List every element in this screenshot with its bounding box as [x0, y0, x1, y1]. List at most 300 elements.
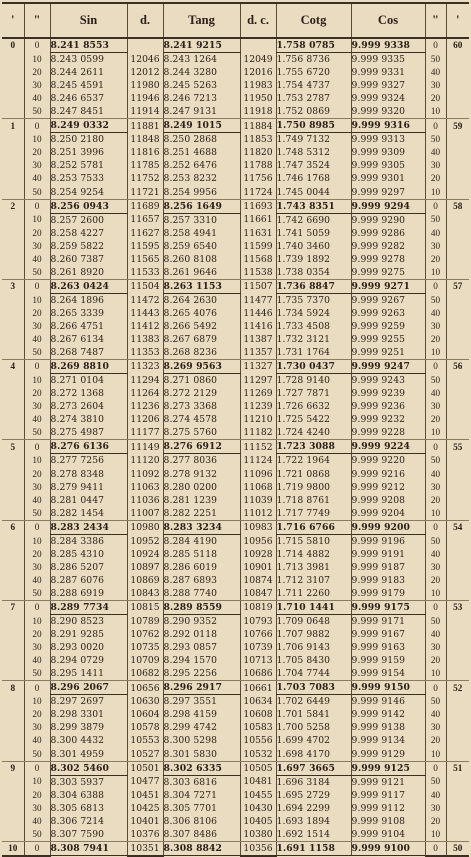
sin-diff-cell: 10425 [127, 802, 163, 815]
sin-cell: 8.286 5207 [50, 561, 127, 574]
cotg-cell: 1.706 9143 [276, 641, 351, 654]
second-cell: 10 [24, 53, 50, 67]
tang-cell: 8.260 8108 [163, 253, 240, 266]
log-trig-table [2, 2, 469, 857]
second-cell: 20 [24, 227, 50, 240]
sin-cell: 8.298 3301 [50, 708, 127, 721]
second-cell: 0 [24, 199, 50, 213]
common-diff-cell: 10532 [240, 747, 276, 761]
second-cell: 50 [24, 507, 50, 521]
cos-cell: 9.999 9200 [351, 520, 425, 534]
second-right-cell: 30 [425, 561, 446, 574]
cotg-cell: 1.736 8847 [276, 279, 351, 293]
second-right-cell: 30 [425, 721, 446, 734]
minute-cell [2, 828, 24, 842]
tang-cell: 8.259 6540 [163, 240, 240, 253]
tang-cell: 8.269 9563 [163, 360, 240, 374]
table-row [2, 266, 469, 280]
cos-cell: 9.999 9271 [351, 279, 425, 293]
minute-right-cell [446, 695, 469, 709]
minute-right-cell [446, 468, 469, 481]
minute-cell [2, 374, 24, 388]
tang-cell: 8.257 3310 [163, 213, 240, 227]
second-right-cell: 30 [425, 802, 446, 815]
cotg-cell: 1.696 3184 [276, 775, 351, 789]
minute-cell: 10 [2, 841, 24, 856]
cotg-cell: 1.700 5258 [276, 721, 351, 734]
second-right-cell: 40 [425, 307, 446, 320]
sin-diff-cell: 11946 [127, 92, 163, 105]
second-right-cell: 40 [425, 548, 446, 561]
minute-cell: 8 [10, 682, 16, 693]
sin-cell: 8.289 7734 [50, 600, 127, 614]
tang-cell: 8.264 2630 [163, 293, 240, 307]
sin-diff-cell: 11063 [127, 481, 163, 494]
cos-cell: 9.999 9204 [351, 507, 425, 521]
minute-cell [2, 789, 24, 802]
second-cell: 50 [24, 667, 50, 681]
common-diff-cell: 11357 [240, 346, 276, 360]
second-right-cell: 0 [425, 360, 446, 374]
minute-right-cell [446, 734, 469, 747]
common-diff-cell: 11387 [240, 333, 276, 346]
cotg-cell: 1.715 5810 [276, 534, 351, 548]
minute-cell [2, 695, 24, 709]
second-right-cell: 10 [425, 186, 446, 200]
cos-cell: 9.999 9320 [351, 105, 425, 119]
minute-cell [2, 186, 24, 200]
header-cotg: Cotg [276, 3, 351, 38]
cotg-cell: 1.707 9882 [276, 628, 351, 641]
tang-cell: 8.273 3368 [163, 400, 240, 413]
second-cell: 50 [24, 587, 50, 601]
table-row [2, 548, 469, 561]
second-cell: 40 [24, 333, 50, 346]
table-row [2, 146, 469, 159]
sin-cell: 8.282 1454 [50, 507, 127, 521]
minute-cell: 9 [10, 762, 16, 773]
second-right-cell: 10 [425, 828, 446, 842]
sin-diff-cell: 11294 [127, 374, 163, 388]
sin-diff-cell: 11264 [127, 387, 163, 400]
minute-right-cell [446, 79, 469, 92]
sin-diff-cell: 10682 [127, 667, 163, 681]
cos-cell: 9.999 9191 [351, 548, 425, 561]
cos-cell: 9.999 9263 [351, 307, 425, 320]
sin-diff-cell: 10630 [127, 695, 163, 709]
second-right-cell: 10 [425, 426, 446, 440]
second-cell: 0 [24, 841, 50, 856]
header-seconds-right: " [425, 3, 446, 38]
minute-right-cell [446, 708, 469, 721]
cotg-cell: 1.728 9140 [276, 374, 351, 388]
common-diff-cell: 11124 [240, 454, 276, 468]
common-diff-cell: 11039 [240, 494, 276, 507]
cotg-cell: 1.701 5841 [276, 708, 351, 721]
cos-cell: 9.999 9243 [351, 374, 425, 388]
second-cell: 40 [24, 253, 50, 266]
table-row [2, 789, 469, 802]
second-cell: 30 [24, 320, 50, 333]
second-cell: 20 [24, 468, 50, 481]
tang-cell: 8.276 6912 [163, 440, 240, 454]
cotg-cell: 1.693 1894 [276, 815, 351, 828]
header-tang: Tang [163, 3, 240, 38]
sin-diff-cell: 11914 [127, 105, 163, 119]
minute-cell [2, 105, 24, 119]
tang-cell: 8.268 8236 [163, 346, 240, 360]
tang-cell: 8.261 9646 [163, 266, 240, 280]
second-cell: 40 [24, 574, 50, 587]
table-row [2, 520, 469, 534]
sin-cell: 8.307 7590 [50, 828, 127, 842]
tang-cell: 8.303 6816 [163, 775, 240, 789]
cos-cell: 9.999 9236 [351, 400, 425, 413]
cotg-cell: 1.740 3460 [276, 240, 351, 253]
common-diff-cell: 11152 [240, 440, 276, 454]
cotg-cell: 1.741 5059 [276, 227, 351, 240]
tang-cell: 8.263 1153 [163, 279, 240, 293]
table-row [2, 92, 469, 105]
second-right-cell: 10 [425, 747, 446, 761]
common-diff-cell: 11012 [240, 507, 276, 521]
minute-right-cell [446, 105, 469, 119]
minute-right-cell [446, 213, 469, 227]
common-diff-cell: 10380 [240, 828, 276, 842]
minute-cell [2, 615, 24, 629]
sin-diff-cell: 10815 [127, 600, 163, 614]
second-right-cell: 40 [425, 227, 446, 240]
minute-right-cell [446, 333, 469, 346]
common-diff-cell: 10713 [240, 654, 276, 667]
table-row [2, 734, 469, 747]
common-diff-cell [240, 38, 276, 53]
cotg-cell: 1.717 7749 [276, 507, 351, 521]
cos-cell: 9.999 9220 [351, 454, 425, 468]
sin-diff-cell: 11007 [127, 507, 163, 521]
sin-diff-cell: 11353 [127, 346, 163, 360]
minute-right-cell [446, 387, 469, 400]
common-diff-cell: 10983 [240, 520, 276, 534]
second-right-cell: 20 [425, 494, 446, 507]
common-diff-cell: 11416 [240, 320, 276, 333]
sin-cell: 8.268 7487 [50, 346, 127, 360]
minute-right-cell [446, 828, 469, 842]
sin-cell: 8.266 4751 [50, 320, 127, 333]
minute-cell: 6 [10, 521, 16, 532]
cotg-cell: 1.719 9800 [276, 481, 351, 494]
second-cell: 0 [24, 360, 50, 374]
common-diff-cell: 11538 [240, 266, 276, 280]
tang-cell: 8.301 5830 [163, 747, 240, 761]
second-cell: 40 [24, 815, 50, 828]
cos-cell: 9.999 9275 [351, 266, 425, 280]
cos-cell: 9.999 9167 [351, 628, 425, 641]
sin-cell: 8.251 3996 [50, 146, 127, 159]
cos-cell: 9.999 9282 [351, 240, 425, 253]
sin-cell: 8.264 1896 [50, 293, 127, 307]
tang-cell: 8.292 0118 [163, 628, 240, 641]
minute-right-cell [446, 789, 469, 802]
table-row [2, 628, 469, 641]
common-diff-cell: 10608 [240, 708, 276, 721]
tang-cell: 8.249 1015 [163, 119, 240, 133]
second-cell: 30 [24, 240, 50, 253]
tang-cell: 8.284 4190 [163, 534, 240, 548]
minute-right-cell [446, 133, 469, 147]
table-row [2, 253, 469, 266]
minute-cell [2, 775, 24, 789]
sin-cell: 8.261 8920 [50, 266, 127, 280]
minute-right-cell [446, 266, 469, 280]
sin-cell: 8.284 3386 [50, 534, 127, 548]
second-right-cell: 0 [425, 199, 446, 213]
second-right-cell: 50 [425, 374, 446, 388]
cotg-cell: 1.705 8430 [276, 654, 351, 667]
second-right-cell: 50 [425, 293, 446, 307]
common-diff-cell: 11661 [240, 213, 276, 227]
second-cell: 10 [24, 775, 50, 789]
cotg-cell: 1.754 4737 [276, 79, 351, 92]
minute-cell [2, 240, 24, 253]
second-cell: 30 [24, 802, 50, 815]
cos-cell: 9.999 9224 [351, 440, 425, 454]
common-diff-cell: 11477 [240, 293, 276, 307]
sin-cell: 8.305 6813 [50, 802, 127, 815]
table-row [2, 400, 469, 413]
sin-diff-cell [127, 38, 163, 53]
cos-cell: 9.999 9154 [351, 667, 425, 681]
cotg-cell: 1.746 1768 [276, 172, 351, 185]
sin-cell: 8.272 1368 [50, 387, 127, 400]
tang-cell: 8.288 7740 [163, 587, 240, 601]
sin-cell: 8.243 0599 [50, 53, 127, 67]
sin-cell: 8.293 0020 [50, 641, 127, 654]
table-row [2, 641, 469, 654]
header-minutes-right: ' [446, 3, 469, 38]
minute-right-cell [446, 587, 469, 601]
tang-cell: 8.307 8486 [163, 828, 240, 842]
second-cell: 10 [24, 534, 50, 548]
cotg-cell: 1.748 5312 [276, 146, 351, 159]
table-row [2, 828, 469, 842]
sin-cell: 8.294 0729 [50, 654, 127, 667]
table-row [2, 199, 469, 213]
second-cell: 0 [24, 681, 50, 695]
minute-right-cell: 57 [446, 279, 469, 293]
table-row [2, 240, 469, 253]
second-right-cell: 50 [425, 534, 446, 548]
second-cell: 20 [24, 548, 50, 561]
cotg-cell: 1.692 1514 [276, 828, 351, 842]
minute-right-cell [446, 66, 469, 79]
tang-cell: 8.298 4159 [163, 708, 240, 721]
cotg-cell: 1.712 3107 [276, 574, 351, 587]
cotg-cell: 1.739 1892 [276, 253, 351, 266]
minute-cell [2, 802, 24, 815]
second-cell: 0 [24, 520, 50, 534]
second-cell: 10 [24, 615, 50, 629]
table-row [2, 481, 469, 494]
minute-cell [2, 92, 24, 105]
cos-cell: 9.999 9163 [351, 641, 425, 654]
tang-cell: 8.286 6019 [163, 561, 240, 574]
table-row [2, 440, 469, 454]
cos-cell: 9.999 9290 [351, 213, 425, 227]
minute-right-cell [446, 494, 469, 507]
minute-cell [2, 333, 24, 346]
minute-right-cell [446, 426, 469, 440]
minute-right-cell [446, 186, 469, 200]
table-row [2, 159, 469, 172]
second-cell: 10 [24, 133, 50, 147]
minute-right-cell [446, 667, 469, 681]
cos-cell: 9.999 9294 [351, 199, 425, 213]
sin-cell: 8.267 6134 [50, 333, 127, 346]
cos-cell: 9.999 9179 [351, 587, 425, 601]
sin-cell: 8.250 2180 [50, 133, 127, 147]
sin-diff-cell: 11472 [127, 293, 163, 307]
cotg-cell: 1.716 6766 [276, 520, 351, 534]
cotg-cell: 1.726 6632 [276, 400, 351, 413]
tang-cell: 8.253 8232 [163, 172, 240, 185]
second-right-cell: 20 [425, 172, 446, 185]
minute-cell [2, 734, 24, 747]
cos-cell: 9.999 9117 [351, 789, 425, 802]
minute-cell [2, 307, 24, 320]
minute-cell [2, 79, 24, 92]
sin-diff-cell: 10924 [127, 548, 163, 561]
second-right-cell: 40 [425, 387, 446, 400]
sin-diff-cell: 10789 [127, 615, 163, 629]
common-diff-cell: 10874 [240, 574, 276, 587]
cotg-cell: 1.756 8736 [276, 53, 351, 67]
cotg-cell: 1.713 3981 [276, 561, 351, 574]
second-right-cell: 40 [425, 789, 446, 802]
sin-cell: 8.290 8523 [50, 615, 127, 629]
sin-diff-cell: 10952 [127, 534, 163, 548]
table-row [2, 66, 469, 79]
sin-diff-cell: 11785 [127, 159, 163, 172]
header-sin: Sin [50, 3, 127, 38]
common-diff-cell: 11631 [240, 227, 276, 240]
tang-cell: 8.302 6335 [163, 761, 240, 775]
sin-diff-cell: 11177 [127, 426, 163, 440]
minute-right-cell [446, 454, 469, 468]
cotg-cell: 1.698 4170 [276, 747, 351, 761]
table-row [2, 279, 469, 293]
minute-cell [2, 133, 24, 147]
tang-cell: 8.250 2868 [163, 133, 240, 147]
sin-cell: 8.301 4959 [50, 747, 127, 761]
sin-cell: 8.274 3810 [50, 413, 127, 426]
common-diff-cell: 10356 [240, 841, 276, 856]
table-row [2, 561, 469, 574]
second-right-cell: 20 [425, 574, 446, 587]
sin-diff-cell: 10709 [127, 654, 163, 667]
minute-cell [2, 708, 24, 721]
sin-diff-cell: 10351 [127, 841, 163, 856]
sin-diff-cell: 12012 [127, 66, 163, 79]
cos-cell: 9.999 9239 [351, 387, 425, 400]
tang-cell: 8.275 5760 [163, 426, 240, 440]
second-cell: 50 [24, 828, 50, 842]
table-row [2, 133, 469, 147]
sin-cell: 8.269 8810 [50, 360, 127, 374]
minute-right-cell [446, 574, 469, 587]
minute-cell: 0 [10, 40, 16, 51]
common-diff-cell: 10455 [240, 789, 276, 802]
common-diff-cell: 10847 [240, 587, 276, 601]
cos-cell: 9.999 9121 [351, 775, 425, 789]
table-row [2, 105, 469, 119]
tang-cell: 8.251 4688 [163, 146, 240, 159]
minute-cell [2, 667, 24, 681]
cotg-cell: 1.753 2787 [276, 92, 351, 105]
second-right-cell: 20 [425, 815, 446, 828]
sin-diff-cell: 10604 [127, 708, 163, 721]
second-right-cell: 0 [425, 761, 446, 775]
common-diff-cell: 10634 [240, 695, 276, 709]
sin-diff-cell: 11533 [127, 266, 163, 280]
table-row [2, 172, 469, 185]
cos-cell: 9.999 9228 [351, 426, 425, 440]
table-row [2, 654, 469, 667]
table-row [2, 307, 469, 320]
tang-cell: 8.280 0200 [163, 481, 240, 494]
cos-cell: 9.999 9255 [351, 333, 425, 346]
sin-diff-cell: 11120 [127, 454, 163, 468]
minute-right-cell [446, 641, 469, 654]
tang-cell: 8.247 9131 [163, 105, 240, 119]
cotg-cell: 1.694 2299 [276, 802, 351, 815]
cotg-cell: 1.704 7744 [276, 667, 351, 681]
cotg-cell: 1.735 7370 [276, 293, 351, 307]
second-right-cell: 0 [425, 520, 446, 534]
common-diff-cell: 10819 [240, 600, 276, 614]
second-cell: 20 [24, 307, 50, 320]
tang-cell: 8.299 4742 [163, 721, 240, 734]
tang-cell: 8.258 4941 [163, 227, 240, 240]
cotg-cell: 1.711 2260 [276, 587, 351, 601]
second-cell: 50 [24, 105, 50, 119]
table-row [2, 534, 469, 548]
sin-diff-cell: 11595 [127, 240, 163, 253]
minute-right-cell [446, 172, 469, 185]
table-row [2, 695, 469, 709]
minute-cell [2, 159, 24, 172]
minute-right-cell [446, 227, 469, 240]
common-diff-cell: 10405 [240, 815, 276, 828]
table-row [2, 708, 469, 721]
table-row [2, 293, 469, 307]
minute-right-cell [446, 561, 469, 574]
second-right-cell: 30 [425, 159, 446, 172]
table-row [2, 387, 469, 400]
sin-diff-cell: 11657 [127, 213, 163, 227]
table-row [2, 468, 469, 481]
cotg-cell: 1.727 7871 [276, 387, 351, 400]
table-row [2, 507, 469, 521]
cotg-cell: 1.745 0044 [276, 186, 351, 200]
minute-cell [2, 747, 24, 761]
second-right-cell: 50 [425, 775, 446, 789]
minute-cell [2, 146, 24, 159]
sin-diff-cell: 10897 [127, 561, 163, 574]
sin-cell: 8.252 5781 [50, 159, 127, 172]
second-right-cell: 0 [425, 119, 446, 133]
header-row [2, 3, 469, 38]
